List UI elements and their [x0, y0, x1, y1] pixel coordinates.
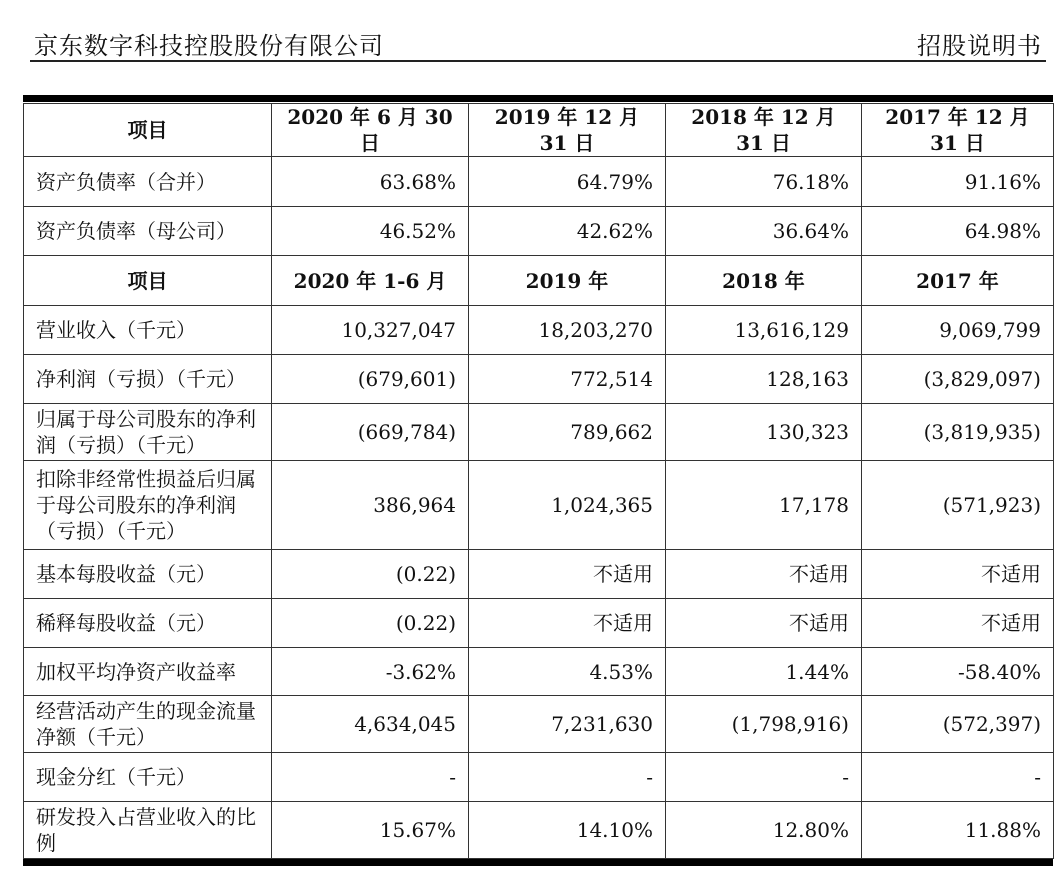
row-label: 加权平均净资产收益率: [24, 648, 272, 696]
cell-value: 不适用: [862, 550, 1054, 599]
table-row: [24, 157, 1054, 207]
page-header: [30, 22, 1046, 62]
document-type: 招股说明书: [917, 32, 1042, 60]
cell-value: 15.67%: [272, 802, 469, 859]
table-row: [24, 550, 1054, 599]
row-label: 营业收入（千元）: [24, 306, 272, 355]
cell-value: (679,601): [272, 355, 469, 404]
cell-value: -: [862, 753, 1054, 802]
table-row: [24, 648, 1054, 696]
cell-value: 130,323: [666, 404, 862, 461]
cell-value: 64.98%: [862, 207, 1054, 256]
cell-value: 63.68%: [272, 157, 469, 207]
row-label: 稀释每股收益（元）: [24, 599, 272, 648]
cell-value: -58.40%: [862, 648, 1054, 696]
cell-value: 不适用: [666, 550, 862, 599]
header-cell: 2017 年 12 月 31 日: [862, 104, 1054, 157]
financial-indicators-table: [23, 103, 1054, 859]
header-cell: 2019 年 12 月 31 日: [469, 104, 666, 157]
table-row: [24, 599, 1054, 648]
header-cell: 项目: [24, 256, 272, 306]
table-row: [24, 753, 1054, 802]
cell-value: 9,069,799: [862, 306, 1054, 355]
table-row: [24, 306, 1054, 355]
cell-value: 13,616,129: [666, 306, 862, 355]
row-label: 经营活动产生的现金流量净额（千元）: [24, 696, 272, 753]
header-cell: 2018 年 12 月 31 日: [666, 104, 862, 157]
table-bottom-rule: [23, 859, 1053, 866]
cell-value: 76.18%: [666, 157, 862, 207]
cell-value: -: [272, 753, 469, 802]
table-header-row: [24, 256, 1054, 306]
cell-value: 不适用: [666, 599, 862, 648]
row-label: 归属于母公司股东的净利润（亏损）（千元）: [24, 404, 272, 461]
table-row: [24, 696, 1054, 753]
cell-value: (1,798,916): [666, 696, 862, 753]
cell-value: -: [469, 753, 666, 802]
cell-value: 12.80%: [666, 802, 862, 859]
cell-value: (0.22): [272, 599, 469, 648]
cell-value: 11.88%: [862, 802, 1054, 859]
cell-value: (572,397): [862, 696, 1054, 753]
cell-value: 128,163: [666, 355, 862, 404]
row-label: 现金分红（千元）: [24, 753, 272, 802]
header-cell: 项目: [24, 104, 272, 157]
cell-value: 789,662: [469, 404, 666, 461]
row-label: 净利润（亏损）（千元）: [24, 355, 272, 404]
row-label: 资产负债率（母公司）: [24, 207, 272, 256]
cell-value: -: [666, 753, 862, 802]
cell-value: 42.62%: [469, 207, 666, 256]
table-row: [24, 461, 1054, 550]
cell-value: 4,634,045: [272, 696, 469, 753]
cell-value: 46.52%: [272, 207, 469, 256]
table-top-rule: [23, 95, 1053, 102]
cell-value: 64.79%: [469, 157, 666, 207]
cell-value: 18,203,270: [469, 306, 666, 355]
cell-value: 772,514: [469, 355, 666, 404]
header-cell: 2020 年 6 月 30 日: [272, 104, 469, 157]
cell-value: 10,327,047: [272, 306, 469, 355]
table-header-row: [24, 104, 1054, 157]
cell-value: (669,784): [272, 404, 469, 461]
header-cell: 2017 年: [862, 256, 1054, 306]
header-cell: 2020 年 1-6 月: [272, 256, 469, 306]
table-row: [24, 404, 1054, 461]
header-cell: 2018 年: [666, 256, 862, 306]
cell-value: 7,231,630: [469, 696, 666, 753]
cell-value: 14.10%: [469, 802, 666, 859]
cell-value: 91.16%: [862, 157, 1054, 207]
cell-value: (3,829,097): [862, 355, 1054, 404]
table-row: [24, 355, 1054, 404]
row-label: 扣除非经常性损益后归属于母公司股东的净利润（亏损）（千元）: [24, 461, 272, 550]
cell-value: 386,964: [272, 461, 469, 550]
cell-value: 36.64%: [666, 207, 862, 256]
cell-value: (3,819,935): [862, 404, 1054, 461]
row-label: 基本每股收益（元）: [24, 550, 272, 599]
row-label: 资产负债率（合并）: [24, 157, 272, 207]
cell-value: -3.62%: [272, 648, 469, 696]
row-label: 研发投入占营业收入的比例: [24, 802, 272, 859]
cell-value: 不适用: [469, 599, 666, 648]
cell-value: 4.53%: [469, 648, 666, 696]
cell-value: 不适用: [469, 550, 666, 599]
table-row: [24, 802, 1054, 859]
company-name: 京东数字科技控股股份有限公司: [34, 32, 384, 60]
cell-value: (0.22): [272, 550, 469, 599]
cell-value: 不适用: [862, 599, 1054, 648]
cell-value: 1.44%: [666, 648, 862, 696]
cell-value: 1,024,365: [469, 461, 666, 550]
cell-value: 17,178: [666, 461, 862, 550]
header-cell: 2019 年: [469, 256, 666, 306]
table-row: [24, 207, 1054, 256]
cell-value: (571,923): [862, 461, 1054, 550]
